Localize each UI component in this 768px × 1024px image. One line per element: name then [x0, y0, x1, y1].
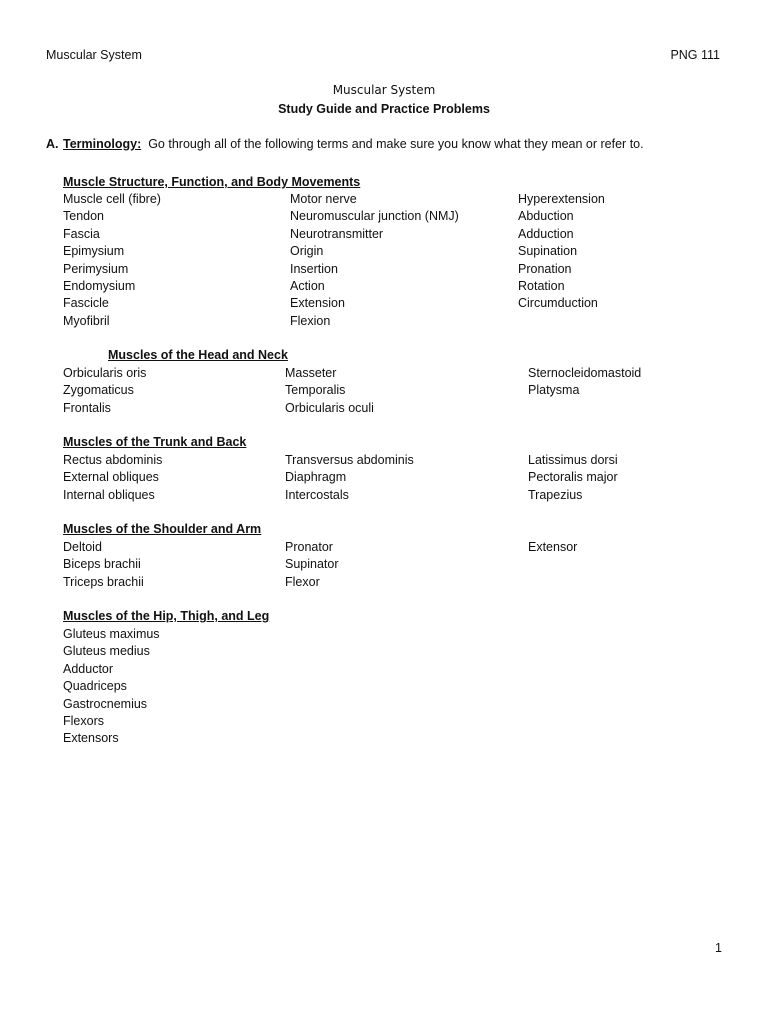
term: Pronation	[518, 261, 572, 276]
term: Platysma	[528, 383, 580, 398]
header-left: Muscular System	[46, 48, 142, 62]
term: Gluteus medius	[63, 644, 150, 659]
header-right: PNG 111	[670, 48, 720, 62]
group-head-neck-col2	[285, 365, 374, 417]
group-heading-hip-thigh-leg: Muscles of the Hip, Thigh, and Leg	[63, 609, 270, 623]
term: Epimysium	[63, 244, 125, 259]
term: Supinator	[285, 557, 339, 572]
term: Neuromuscular junction (NMJ)	[290, 209, 459, 224]
term: Intercostals	[285, 487, 349, 502]
group-structure-col2	[290, 191, 459, 330]
group-shoulder-arm-col3	[528, 539, 577, 556]
term: Extensor	[528, 540, 578, 554]
group-hip-thigh-leg-col1	[63, 626, 160, 748]
term: Insertion	[290, 261, 338, 276]
term: Masseter	[285, 366, 337, 380]
term: Temporalis	[285, 383, 346, 398]
group-trunk-back-col1	[63, 452, 162, 504]
group-structure-col3	[518, 191, 605, 313]
term: Gastrocnemius	[63, 696, 148, 711]
term: Fascicle	[63, 296, 109, 311]
group-heading-trunk-back: Muscles of the Trunk and Back	[63, 435, 247, 449]
group-trunk-back-col3	[528, 452, 618, 504]
term: Myofibril	[63, 313, 110, 328]
term: Action	[290, 279, 325, 294]
group-trunk-back-col2	[285, 452, 414, 504]
term: Abduction	[518, 209, 574, 224]
term: Triceps brachii	[63, 574, 144, 589]
term: Latissimus dorsi	[528, 453, 618, 467]
group-head-neck-col1	[63, 365, 146, 417]
term: Adduction	[518, 226, 574, 241]
term: Quadriceps	[63, 679, 127, 694]
term: Motor nerve	[290, 192, 357, 206]
term: Extension	[290, 296, 345, 311]
group-heading-shoulder-arm: Muscles of the Shoulder and Arm	[63, 522, 262, 536]
term: Rotation	[518, 279, 565, 294]
term: Adductor	[63, 661, 114, 676]
term: Transversus abdominis	[285, 453, 414, 467]
term: Perimysium	[63, 261, 129, 276]
term: Hyperextension	[518, 192, 605, 206]
section-a-intro	[46, 137, 644, 151]
term: Fascia	[63, 226, 100, 241]
term: Circumduction	[518, 296, 598, 311]
term: Flexor	[285, 574, 320, 589]
term: Trapezius	[528, 487, 583, 502]
group-shoulder-arm-col1	[63, 539, 144, 591]
term: Muscle cell (fibre)	[63, 192, 161, 206]
term: Pectoralis major	[528, 470, 618, 485]
term: Biceps brachii	[63, 557, 141, 572]
term: Origin	[290, 244, 324, 259]
page-number: 1	[715, 941, 722, 955]
term: Rectus abdominis	[63, 453, 163, 467]
term: Endomysium	[63, 279, 136, 294]
term: Extensors	[63, 731, 119, 746]
page-title: Muscular System	[332, 83, 436, 97]
term: Frontalis	[63, 400, 111, 415]
term: Gluteus maximus	[63, 627, 160, 641]
page-subtitle: Study Guide and Practice Problems	[278, 102, 490, 116]
term: Supination	[518, 244, 578, 259]
group-heading-structure: Muscle Structure, Function, and Body Movements	[63, 175, 361, 189]
term: Deltoid	[63, 540, 102, 554]
term: External obliques	[63, 470, 159, 485]
term: Orbicularis oris	[63, 366, 147, 380]
term: Tendon	[63, 209, 105, 224]
term: Diaphragm	[285, 470, 347, 485]
term: Zygomaticus	[63, 383, 134, 398]
section-text: Go through all of the following terms and make sure you know what they mean or refer to.	[148, 137, 644, 151]
term: Pronator	[285, 540, 333, 554]
term: Internal obliques	[63, 487, 155, 502]
section-letter: A.	[46, 137, 59, 151]
term: Neurotransmitter	[290, 226, 384, 241]
term: Flexors	[63, 714, 104, 729]
group-head-neck-col3	[528, 365, 641, 400]
group-structure-col1	[63, 191, 161, 330]
term: Sternocleidomastoid	[528, 366, 642, 380]
group-heading-head-neck: Muscles of the Head and Neck	[108, 348, 288, 362]
term: Flexion	[290, 313, 331, 328]
group-shoulder-arm-col2	[285, 539, 339, 591]
term: Orbicularis oculi	[285, 400, 374, 415]
section-label: Terminology:	[63, 137, 142, 151]
